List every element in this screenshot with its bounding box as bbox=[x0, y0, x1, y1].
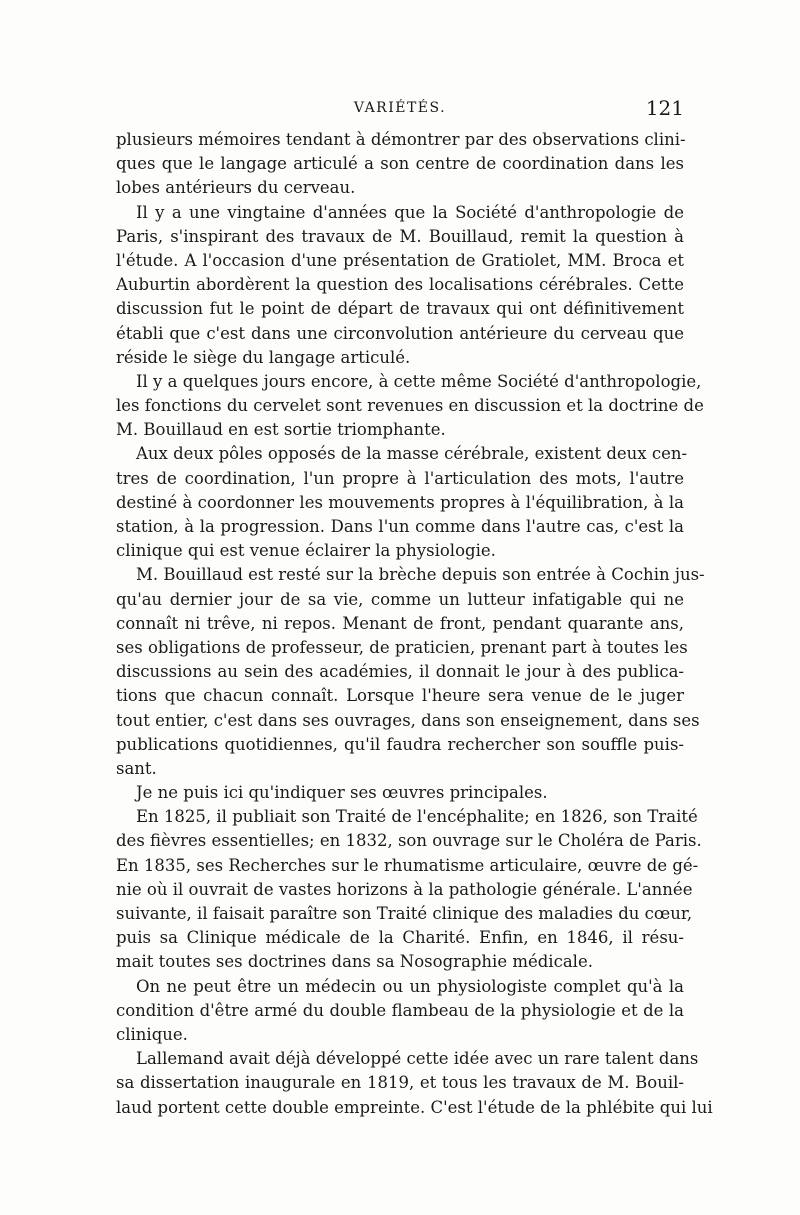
text-line: Il y a quelques jours encore, à cette même Société d'anthropologie, bbox=[136, 371, 702, 391]
text-line: des fièvres essentielles; en 1832, son ouvrage sur le Choléra de Paris. bbox=[116, 831, 702, 851]
text-line: Je ne puis ici qu'indiquer ses œuvres principales. bbox=[136, 783, 548, 803]
paragraph bbox=[116, 1047, 713, 1120]
text-line: les fonctions du cervelet sont revenues en discussion et la doctrine de bbox=[116, 396, 704, 416]
text-line: En 1825, il publiait son Traité de l'encéphalite; en 1826, son Traité bbox=[136, 807, 698, 827]
text-line: Paris, s'inspirant des travaux de M. Bouillaud, remit la question à bbox=[116, 226, 684, 246]
text-line: En 1835, ses Recherches sur le rhumatisme articulaire, œuvre de gé- bbox=[116, 855, 699, 875]
text-line: M. Bouillaud est resté sur la brèche depuis son entrée à Cochin jus- bbox=[136, 565, 705, 585]
paragraph bbox=[116, 781, 684, 805]
text-line: lobes antérieurs du cerveau. bbox=[116, 178, 356, 198]
text-line: tions que chacun connaît. Lorsque l'heure sera venue de le juger bbox=[116, 686, 684, 706]
text-line: tout entier, c'est dans ses ouvrages, dans son enseignement, dans ses bbox=[116, 710, 700, 730]
text-line: Aux deux pôles opposés de la masse cérébrale, existent deux cen- bbox=[136, 444, 688, 464]
text-line: établi que c'est dans une circonvolution antérieure du cerveau que bbox=[116, 323, 684, 343]
body-text bbox=[116, 128, 713, 1120]
text-line: publications quotidiennes, qu'il faudra rechercher son souffle puis- bbox=[116, 734, 684, 754]
text-line: condition d'être armé du double flambeau de la physiologie et de la bbox=[116, 1000, 684, 1020]
text-line: nie où il ouvrait de vastes horizons à la pathologie générale. L'année bbox=[116, 879, 693, 899]
text-line: puis sa Clinique médicale de la Charité. Enfin, en 1846, il résu- bbox=[116, 928, 684, 948]
paragraph bbox=[116, 975, 684, 1048]
text-line: Lallemand avait déjà développé cette idée avec un rare talent dans bbox=[136, 1049, 699, 1069]
paragraph bbox=[116, 128, 684, 201]
text-line: l'étude. A l'occasion d'une présentation de Gratiolet, MM. Broca et bbox=[116, 250, 684, 270]
text-line: discussions au sein des académies, il donnait le jour à des publica- bbox=[116, 662, 684, 682]
page-number: 121 bbox=[645, 96, 684, 120]
text-line: qu'au dernier jour de sa vie, comme un lutteur infatigable qui ne bbox=[116, 589, 684, 609]
paragraph bbox=[116, 201, 684, 370]
text-line: plusieurs mémoires tendant à démontrer par des observations clini- bbox=[116, 130, 686, 149]
text-line: Il y a une vingtaine d'années que la Société d'anthropologie de bbox=[136, 202, 684, 222]
paragraph bbox=[116, 370, 704, 443]
text-line: discussion fut le point de départ de travaux qui ont définitivement bbox=[116, 299, 684, 319]
text-line: ques que le langage articulé a son centre de coordination dans les bbox=[116, 154, 684, 174]
text-line: clinique. bbox=[116, 1024, 188, 1044]
text-line: ses obligations de professeur, de praticien, prenant part à toutes les bbox=[116, 637, 688, 657]
text-line: sant. bbox=[116, 758, 157, 778]
running-title: VARIÉTÉS. bbox=[353, 100, 447, 116]
text-line: destiné à coordonner les mouvements propres à l'équilibration, à la bbox=[116, 492, 684, 512]
text-line: clinique qui est venue éclairer la physiologie. bbox=[116, 541, 496, 561]
text-line: M. Bouillaud en est sortie triomphante. bbox=[116, 420, 446, 440]
paragraph bbox=[116, 442, 688, 563]
text-line: sa dissertation inaugurale en 1819, et tous les travaux de M. Bouil- bbox=[116, 1073, 684, 1093]
paragraph bbox=[116, 805, 702, 974]
text-line: suivante, il faisait paraître son Traité clinique des maladies du cœur, bbox=[116, 904, 693, 923]
paragraph bbox=[116, 563, 705, 781]
text-line: laud portent cette double empreinte. C'est l'étude de la phlébite qui lui bbox=[116, 1097, 713, 1117]
text-line: station, à la progression. Dans l'un comme dans l'autre cas, c'est la bbox=[116, 517, 684, 536]
text-line: Auburtin abordèrent la question des localisations cérébrales. Cette bbox=[116, 275, 684, 295]
page-header bbox=[116, 96, 684, 122]
text-line: connaît ni trêve, ni repos. Menant de front, pendant quarante ans, bbox=[116, 613, 684, 633]
text-line: tres de coordination, l'un propre à l'articulation des mots, l'autre bbox=[116, 468, 684, 488]
text-line: mait toutes ses doctrines dans sa Nosographie médicale. bbox=[116, 952, 593, 972]
text-line: réside le siège du langage articulé. bbox=[116, 347, 411, 367]
text-line: On ne peut être un médecin ou un physiologiste complet qu'à la bbox=[136, 976, 684, 996]
